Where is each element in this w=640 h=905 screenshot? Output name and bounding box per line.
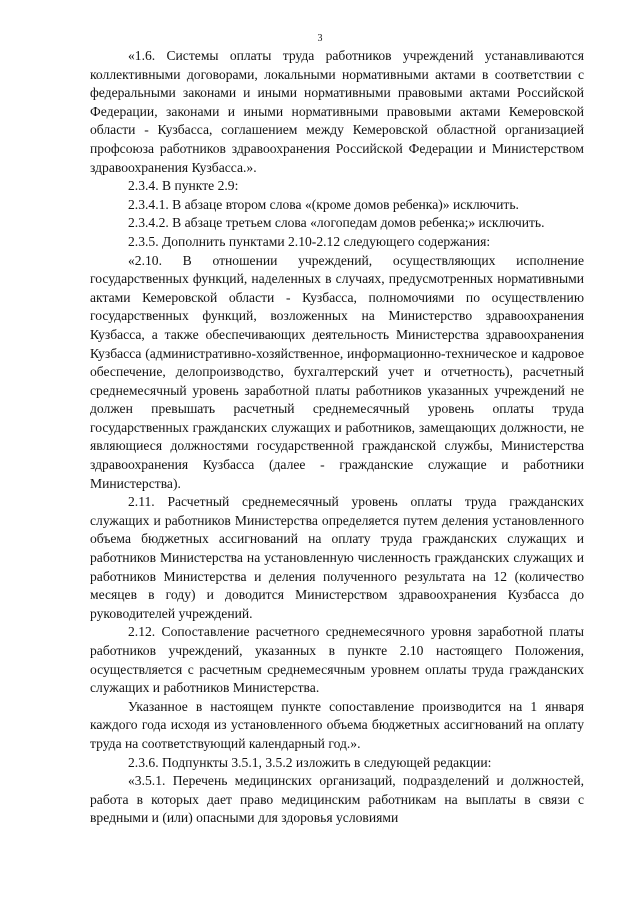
paragraph-1-6-pay-systems: «1.6. Системы оплаты труда работников учреждений устанавливаются коллективными договорами, локальными нормативными актами в соответствии с федеральными законами и иными нормативными правовыми актами Российской Федерации, законами и иными нормативными правовыми актами Кемеровской области - Кузбасса, соглашением между Кемеровской областной организацией профсоюза работников здравоохранения Российской Федерации и Министерством здравоохранения Кузбасса.». [90, 48, 584, 175]
paragraph-2-3-6: 2.3.6. Подпункты 3.5.1, 3.5.2 изложить в следующей редакции: [128, 754, 492, 770]
paragraph-2-12: 2.12. Сопоставление расчетного среднемесячного уровня заработной платы работников учреждений, указанных в пункте 2.10 настоящего Положения, осуществляется с расчетным среднемесячным уровнем оплаты труда гражданских служащих и работников Министерства. [90, 624, 584, 696]
paragraph-2-3-4: 2.3.4. В пункте 2.9: [128, 178, 239, 194]
document-body [90, 47, 584, 828]
paragraph-2-3-4-2: 2.3.4.2. В абзаце третьем слова «логопедам домов ребенка;» исключить. [128, 215, 545, 231]
paragraph-3-5-1: «3.5.1. Перечень медицинских организаций, подразделений и должностей, работа в которых дает право медицинским работникам на выплаты в связи с вредными и (или) опасными для здоровья условиями [90, 773, 584, 826]
paragraph-2-3-5: 2.3.5. Дополнить пунктами 2.10-2.12 следующего содержания: [128, 233, 491, 249]
paragraph-2-3-4-1: 2.3.4.1. В абзаце втором слова «(кроме домов ребенка)» исключить. [128, 196, 519, 212]
paragraph-2-10: «2.10. В отношении учреждений, осуществляющих исполнение государственных функций, наделенных в случаях, предусмотренных нормативными актами Кемеровской области - Кузбасса, полномочиями по осуществлению государственных функций, возложенных на Министерство здравоохранения Кузбасса, а также обеспечивающих деятельность Министерства здравоохранения Кузбасса (административно-хозяйственное, информационно-техническое и кадровое обеспечение, делопроизводство, бухгалтерский учет и отчетность), расчетный среднемесячный уровень заработной платы работников указанных учреждений не должен превышать расчетный среднемесячный уровень оплаты труда государственных гражданских служащих и работников, замещающих должности, не являющиеся должностями государственной гражданской службы, Министерства здравоохранения Кузбасса (далее - гражданские служащие и работники Министерства). [90, 252, 584, 491]
page-number: 3 [317, 33, 323, 44]
paragraph-2-11: 2.11. Расчетный среднемесячный уровень оплаты труда гражданских служащих и работников Министерства определяется путем деления установленного объема бюджетных ассигнований на оплату труда гражданских служащих и работников Министерства на установленную численность гражданских служащих и работников Министерства и деления полученного результата на 12 (количество месяцев в году) и доводится Министерством здравоохранения Кузбасса до руководителей учреждений. [90, 494, 584, 621]
paragraph-comparison-date: Указанное в настоящем пункте сопоставление производится на 1 января каждого года исходя из установленного объема бюджетных ассигнований на оплату труда на соответствующий календарный год.». [90, 698, 584, 751]
